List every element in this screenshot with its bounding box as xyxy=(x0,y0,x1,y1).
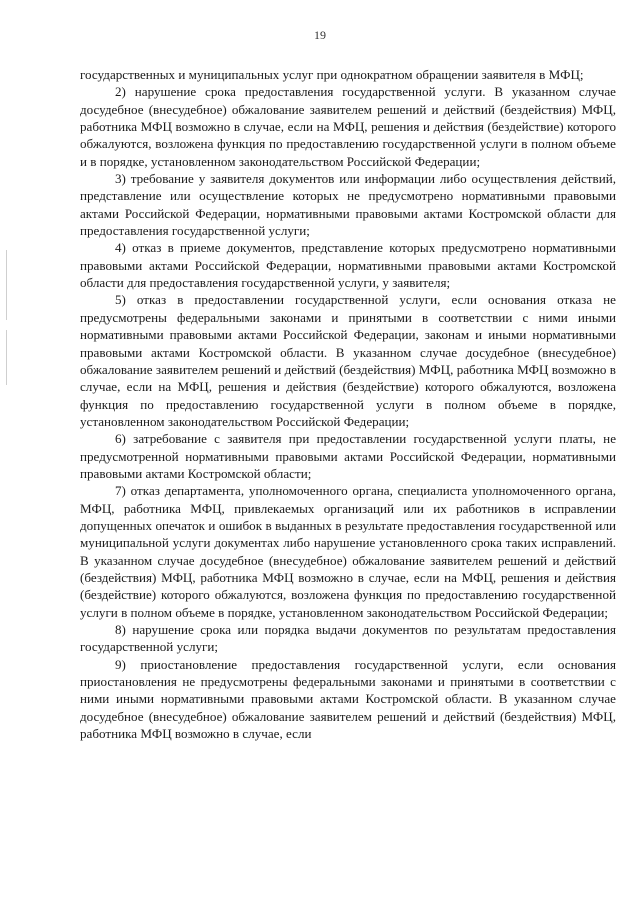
paragraph-continuation: государственных и муниципальных услуг при однократном обращении заявителя в МФЦ; xyxy=(80,67,584,82)
paragraph-item-8: 8) нарушение срока или порядка выдачи документов по результатам предоставления государственной услуги; xyxy=(80,622,616,655)
paragraph-item-4: 4) отказ в приеме документов, представление которых предусмотрено нормативными правовыми актами Российской Федерации, нормативными правовыми актами Костромской области для предоставления государственной услуги, у заявителя; xyxy=(80,240,616,291)
paragraph-item-7: 7) отказ департамента, уполномоченного органа, специалиста уполномоченного органа, МФЦ, работника МФЦ, привлекаемых организаций или их работников в исправлении допущенных опечаток и ошибок в выданных в результате предоставления государственной или муниципальной услуги документах либо нарушение установленного срока таких исправлений. В указанном случае досудебное (внесудебное) обжалование заявителем решений и действий (бездействия) МФЦ, работника МФЦ возможно в случае, если на МФЦ, решения и действия (бездействие) которого обжалуются, возложена функция по предоставлению государственной услуги в полном объеме в порядке, установленном законодательством Российской Федерации; xyxy=(80,483,616,620)
paragraph-item-3: 3) требование у заявителя документов или информации либо осуществления действий, представление или осуществление которых не предусмотрено нормативными правовыми актами Российской Федерации, нормативными правовыми актами Костромской области для предоставления государственной услуги; xyxy=(80,171,616,239)
scan-margin-mark xyxy=(6,330,7,385)
paragraph-item-2: 2) нарушение срока предоставления государственной услуги. В указанном случае досудебное (внесудебное) обжалование заявителем решений и действий (бездействия) МФЦ, работника МФЦ возможно в случае, если на МФЦ, решения и действия (бездействие) которого обжалуются, возложена функция по предоставлению государственной услуги в полном объеме и в порядке, установленном законодательством Российской Федерации; xyxy=(80,84,616,169)
page-number: 19 xyxy=(314,28,326,42)
scan-margin-mark xyxy=(6,250,7,320)
paragraph-item-6: 6) затребование с заявителя при предоставлении государственной услуги платы, не предусмотренной нормативными правовыми актами Российской Федерации, нормативными правовыми актами Костромской области; xyxy=(80,431,616,481)
paragraph-item-5: 5) отказ в предоставлении государственной услуги, если основания отказа не предусмотрены федеральными законами и принятыми в соответствии с ними иными нормативными правовыми актами Российской Федерации, законам и иными нормативными правовыми актами Костромской области. В указанном случае досудебное (внесудебное) обжалование заявителем решений и действий (бездействия) МФЦ, работника МФЦ возможно в случае, если на МФЦ, решения и действия (бездействие) которого обжалуются, возложена функция по предоставлению государственной услуги в полном объеме в порядке, установленном законодательством Российской Федерации; xyxy=(80,292,616,429)
paragraph-item-9: 9) приостановление предоставления государственной услуги, если основания приостановления не предусмотрены федеральными законами и принятыми в соответствии с ними иными нормативными правовыми актами Костромской области. В указанном случае досудебное (внесудебное) обжалование заявителем решений и действий (бездействия) МФЦ, работника МФЦ возможно в случае, если xyxy=(80,656,616,742)
document-body xyxy=(80,66,616,742)
